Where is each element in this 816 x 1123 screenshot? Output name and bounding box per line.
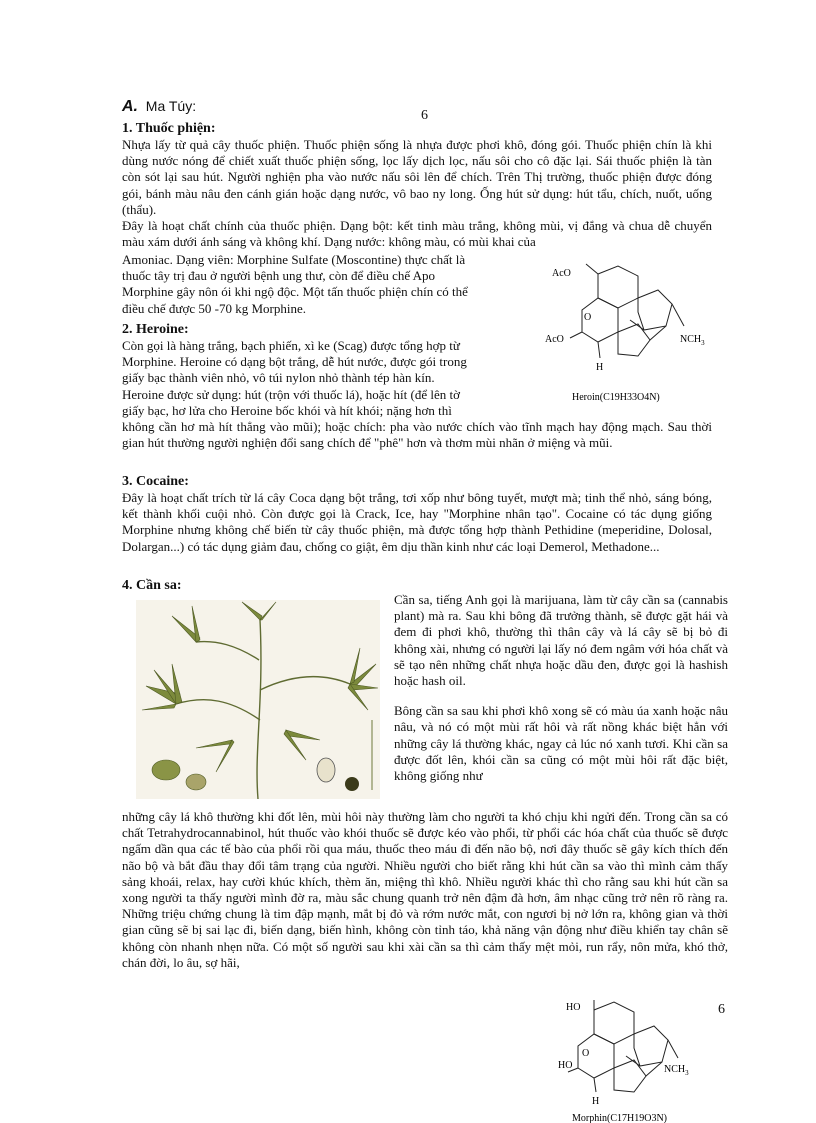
cannabis-plant-drawing bbox=[136, 600, 380, 799]
oxygen-label: O bbox=[584, 312, 592, 323]
aco-label-bottom: AcO bbox=[545, 334, 564, 345]
heading-cannabis: 4. Cần sa: bbox=[122, 578, 182, 593]
nch3-text: NCH bbox=[680, 334, 702, 345]
cannabis-illustration bbox=[136, 600, 380, 799]
heroine-line: Morphine. Heroine có dạng bột trắng, dễ hút nước, được gói trong bbox=[122, 354, 467, 370]
hydrogen-label: H bbox=[596, 362, 604, 373]
opium-line: điều chế được 50 -70 kg Morphine. bbox=[122, 300, 306, 316]
heroine-line: giấy bạc thành viên nhỏ, vô túi nylon nhỏ thành tép hàn kín. bbox=[122, 370, 435, 386]
heroine-line: Còn gọi là hàng trắng, bạch phiến, xì ke (Scag) được tổng hợp từ bbox=[122, 338, 460, 353]
heroin-caption: Heroin(C19H33O4N) bbox=[572, 392, 660, 403]
section-letter: A. bbox=[122, 98, 138, 115]
heading-cocaine: 3. Cocaine: bbox=[122, 474, 189, 489]
opium-line: Morphine gây nôn ói khi ngộ độc. Một tấn thuốc phiện chín có thể bbox=[122, 284, 468, 300]
aco-label-top: AcO bbox=[552, 268, 571, 279]
opium-text-1: Nhựa lấy từ quả cây thuốc phiện. Thuốc phiện sống là nhựa được phơi khô, đóng gói. Thuốc phiện chín là khi dùng nước nóng để chiết xuất thuốc phiện sống, lọc lấy dịch lọc, nấu sôi cho cô đặc lại. Sái thuốc phiện là tàn còn sót lại sau hút. Người nghiện pha vào nước nấu sôi lên để chích. Trên Thị trường, thuốc phiện được đóng gói, bánh màu nâu đen cánh gián hoặc dạng nước, vô bao ny long. Ống hút sử dụng: hút tẩu, chích, nuốt, uống (thẩu). bbox=[122, 137, 712, 217]
hydrogen-label: H bbox=[592, 1096, 600, 1107]
page-number-top: 6 bbox=[421, 108, 428, 123]
cocaine-paragraph bbox=[122, 490, 712, 555]
morphin-structure-diagram bbox=[550, 996, 710, 1123]
nch3-label bbox=[664, 1064, 689, 1077]
cannabis-text-3: những cây lá khô thường khi đốt lên, mùi hôi này thường làm cho người ta khó chịu khi ngửi đến. Trong cần sa có chất Tetrahydrocannabinol, hút thuốc vào khói thuốc sẽ được kéo vào phổi, từ phổi các hóa chất của thuốc sẽ được ngấm dần qua các tế bào của phổi rồi qua máu, thuốc theo máu đi đến não bộ, nơi đây thuốc sẽ gây kích thích đến não bộ và bắt đầu thay đổi tâm trạng của người. Nhiều người cho biết rằng khi hút cần sa vào thì mình cảm thấy sảng khoái, relax, hay cười khúc khích, thèm ăn, miệng thì khô. Nhiều người khác thì cho rằng sau khi hút cần sa xong người ta thấy người mình đờ ra, màu sắc chung quanh trở nên đậm đà hơn, âm nhạc cũng trở nên rõ ràng ra. Những triệu chứng chung là tim đập mạnh, mắt bị đỏ và rớm nước mắt, con ngươi bị nở lớn ra, không gian và thời gian cũng sẽ bị sai lạc đi, biến dạng, biến hình, không còn tỉnh táo, khả năng vận động như điều khiển tay chân sẽ không còn nhanh nhẹn nữa. Có một số người sau khi xài cần sa thì cảm thấy mệt mỏi, run rẩy, nôn mửa, khó thở, chán đời, lo âu, sợ hãi, bbox=[122, 809, 728, 970]
heroine-line: Heroine được sử dụng: hút (trộn với thuốc lá), hoặc hít (để lên tờ bbox=[122, 386, 460, 402]
opium-text-2: Đây là hoạt chất chính của thuốc phiện. Dạng bột: kết tinh màu trắng, không mùi, vị đắng và chua dễ chuyển màu xám dưới ánh sáng và không khí. Dạng nước: không màu, có mùi khai của bbox=[122, 218, 712, 250]
morphin-caption: Morphin(C17H19O3N) bbox=[572, 1113, 667, 1123]
ho-label-bottom: HO bbox=[558, 1060, 573, 1071]
opium-line: thuốc tây trị đau ở người bệnh ung thư, còn để điều chế Apo bbox=[122, 268, 436, 284]
cannabis-text-1: Cần sa, tiếng Anh gọi là marijuana, làm từ cây cần sa (cannabis plant) mà ra. Sau khi bông đã trưởng thành, sẽ được gặt hái và đem đi phơi khô, thường thì thân cây và lá cây sẽ bị bỏ đi không xài, nhưng có người lại lấy nó đem ngâm với hóa chất và sẽ tạo nên những chất nhựa hoặc dầu đen, được gọi là hashish hoặc hash oil. bbox=[394, 592, 728, 689]
nch3-text: NCH bbox=[664, 1064, 686, 1075]
heroin-structure-diagram bbox=[540, 262, 720, 408]
cannabis-text-2: Bông cần sa sau khi phơi khô xong sẽ có màu úa xanh hoặc nâu nâu, và nó có một mùi rất hôi và rất nồng khác biệt hẳn với những cây lá thường khác, ngay cả lúc nó xanh tươi. Khi cần sa được đốt lên, khói cần sa cũng có một mùi hôi rất đặc biệt, không giống như bbox=[394, 703, 728, 784]
section-title-text: Ma Túy: bbox=[145, 98, 197, 114]
heroine-lines bbox=[122, 338, 534, 419]
section-title bbox=[122, 98, 196, 116]
nch3-label bbox=[680, 334, 705, 347]
oxygen-label: O bbox=[582, 1048, 590, 1059]
nch3-subscript: 3 bbox=[685, 1069, 689, 1077]
opium-paragraph-1 bbox=[122, 137, 712, 250]
heroine-tail-text: không cần hơ mà hít thẳng vào mũi); hoặc chích: pha vào nước chích vào tĩnh mạch hay động mạch. Sau thời gian hút thường người nghiện đổi sang chích để "phê" hơn và thơm mùi nhãn ở miệng và mũi. bbox=[122, 419, 712, 451]
heading-heroine: 2. Heroine: bbox=[122, 322, 189, 337]
ho-label-top: HO bbox=[566, 1002, 581, 1013]
heroine-line: giấy bạc, hơ lửa cho Heroine bốc khói và hít khói; nặng hơn thì bbox=[122, 402, 452, 418]
cannabis-full-paragraph bbox=[122, 809, 728, 971]
nch3-subscript: 3 bbox=[701, 339, 705, 347]
page-number-bottom: 6 bbox=[718, 1002, 725, 1017]
opium-line: Amoniac. Dạng viên: Morphine Sulfate (Moscontine) thực chất là bbox=[122, 252, 466, 267]
cocaine-text: Đây là hoạt chất trích từ lá cây Coca dạng bột trắng, tơi xốp như bông tuyết, mượt mà; tinh thể nhỏ, sáng bóng, kết thành khối cuội nhỏ. Còn được gọi là Crack, Ice, hay "Morphine nhân tạo". Cocaine có tác dụng giống Morphine nhưng không chế biến từ cây thuốc phiện, mà được tổng hợp thành Pethidine (meperidine, Dolosal, Dolargan...) có tác dụng giảm đau, chống co giật, êm dịu thần kinh như các loại Demerol, Methadone... bbox=[122, 490, 712, 554]
heroine-tail bbox=[122, 419, 712, 451]
cannabis-right-column bbox=[394, 592, 728, 784]
opium-paragraph-3 bbox=[122, 252, 534, 317]
heading-opium: 1. Thuốc phiện: bbox=[122, 121, 216, 136]
